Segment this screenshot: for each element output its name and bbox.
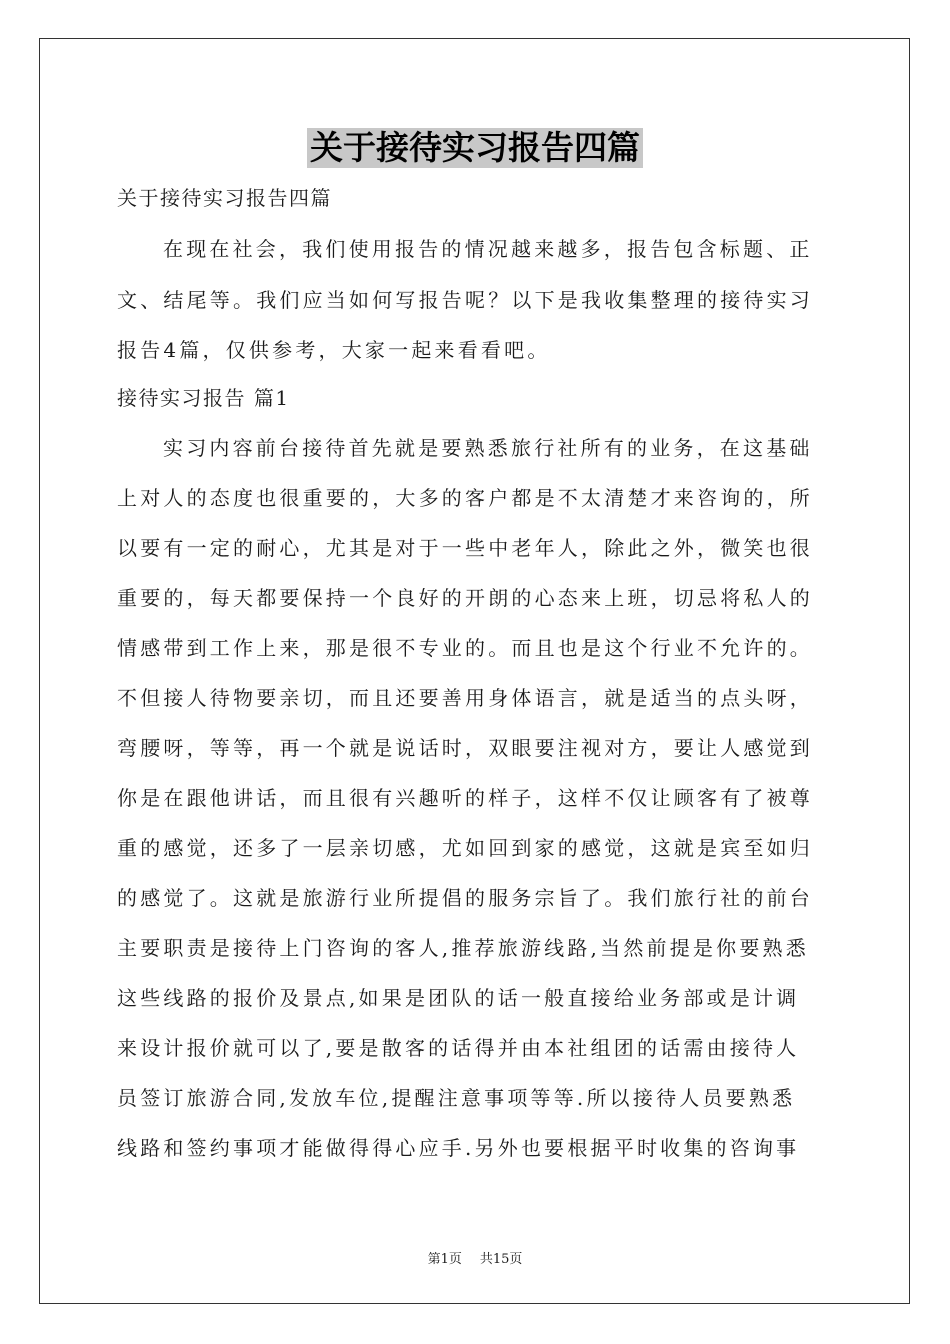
page-footer [0, 1248, 950, 1267]
body-line-7: 弯腰呀，等等，再一个就是说话时，双眼要注视对方，要让人感觉到 [117, 736, 813, 760]
body-line-14: 员签订旅游合同,发放车位,提醒注意事项等等.所以接待人员要熟悉 [117, 1086, 796, 1110]
page-number: 第1页 [427, 1252, 462, 1267]
body-line-5: 情感带到工作上来，那是很不专业的。而且也是这个行业不允许的。 [117, 636, 813, 660]
body-line-3: 以要有一定的耐心，尤其是对于一些中老年人，除此之外，微笑也很 [117, 536, 813, 560]
intro-line-1: 在现在社会，我们使用报告的情况越来越多，报告包含标题、正 [163, 237, 813, 261]
intro-line-3: 报告4篇，仅供参考，大家一起来看看吧。 [117, 338, 551, 362]
body-line-1: 实习内容前台接待首先就是要熟悉旅行社所有的业务，在这基础 [163, 436, 813, 460]
body-line-10: 的感觉了。这就是旅游行业所提倡的服务宗旨了。我们旅行社的前台 [117, 886, 813, 910]
document-title: 关于接待实习报告四篇 [307, 128, 643, 168]
body-line-12: 这些线路的报价及景点,如果是团队的话一般直接给业务部或是计调 [117, 986, 800, 1010]
page-total: 共15页 [479, 1252, 523, 1267]
section-heading: 接待实习报告 篇1 [117, 386, 290, 410]
body-line-6: 不但接人待物要亲切，而且还要善用身体语言，就是适当的点头呀， [117, 686, 813, 710]
body-line-13: 来设计报价就可以了,要是散客的话得并由本社组团的话需由接待人 [117, 1036, 800, 1060]
title-container [0, 128, 950, 168]
body-line-4: 重要的，每天都要保持一个良好的开朗的心态来上班，切忌将私人的 [117, 586, 813, 610]
document-subtitle: 关于接待实习报告四篇 [117, 186, 332, 210]
body-line-15: 线路和签约事项才能做得得心应手.另外也要根据平时收集的咨询事 [117, 1136, 800, 1160]
body-line-11: 主要职责是接待上门咨询的客人,推荐旅游线路,当然前提是你要熟悉 [117, 936, 809, 960]
body-line-8: 你是在跟他讲话，而且很有兴趣听的样子，这样不仅让顾客有了被尊 [117, 786, 813, 810]
body-line-2: 上对人的态度也很重要的，大多的客户都是不太清楚才来咨询的，所 [117, 486, 813, 510]
page-border [39, 38, 910, 1304]
body-line-9: 重的感觉，还多了一层亲切感，尤如回到家的感觉，这就是宾至如归 [117, 836, 813, 860]
intro-line-2: 文、结尾等。我们应当如何写报告呢？以下是我收集整理的接待实习 [117, 288, 813, 312]
